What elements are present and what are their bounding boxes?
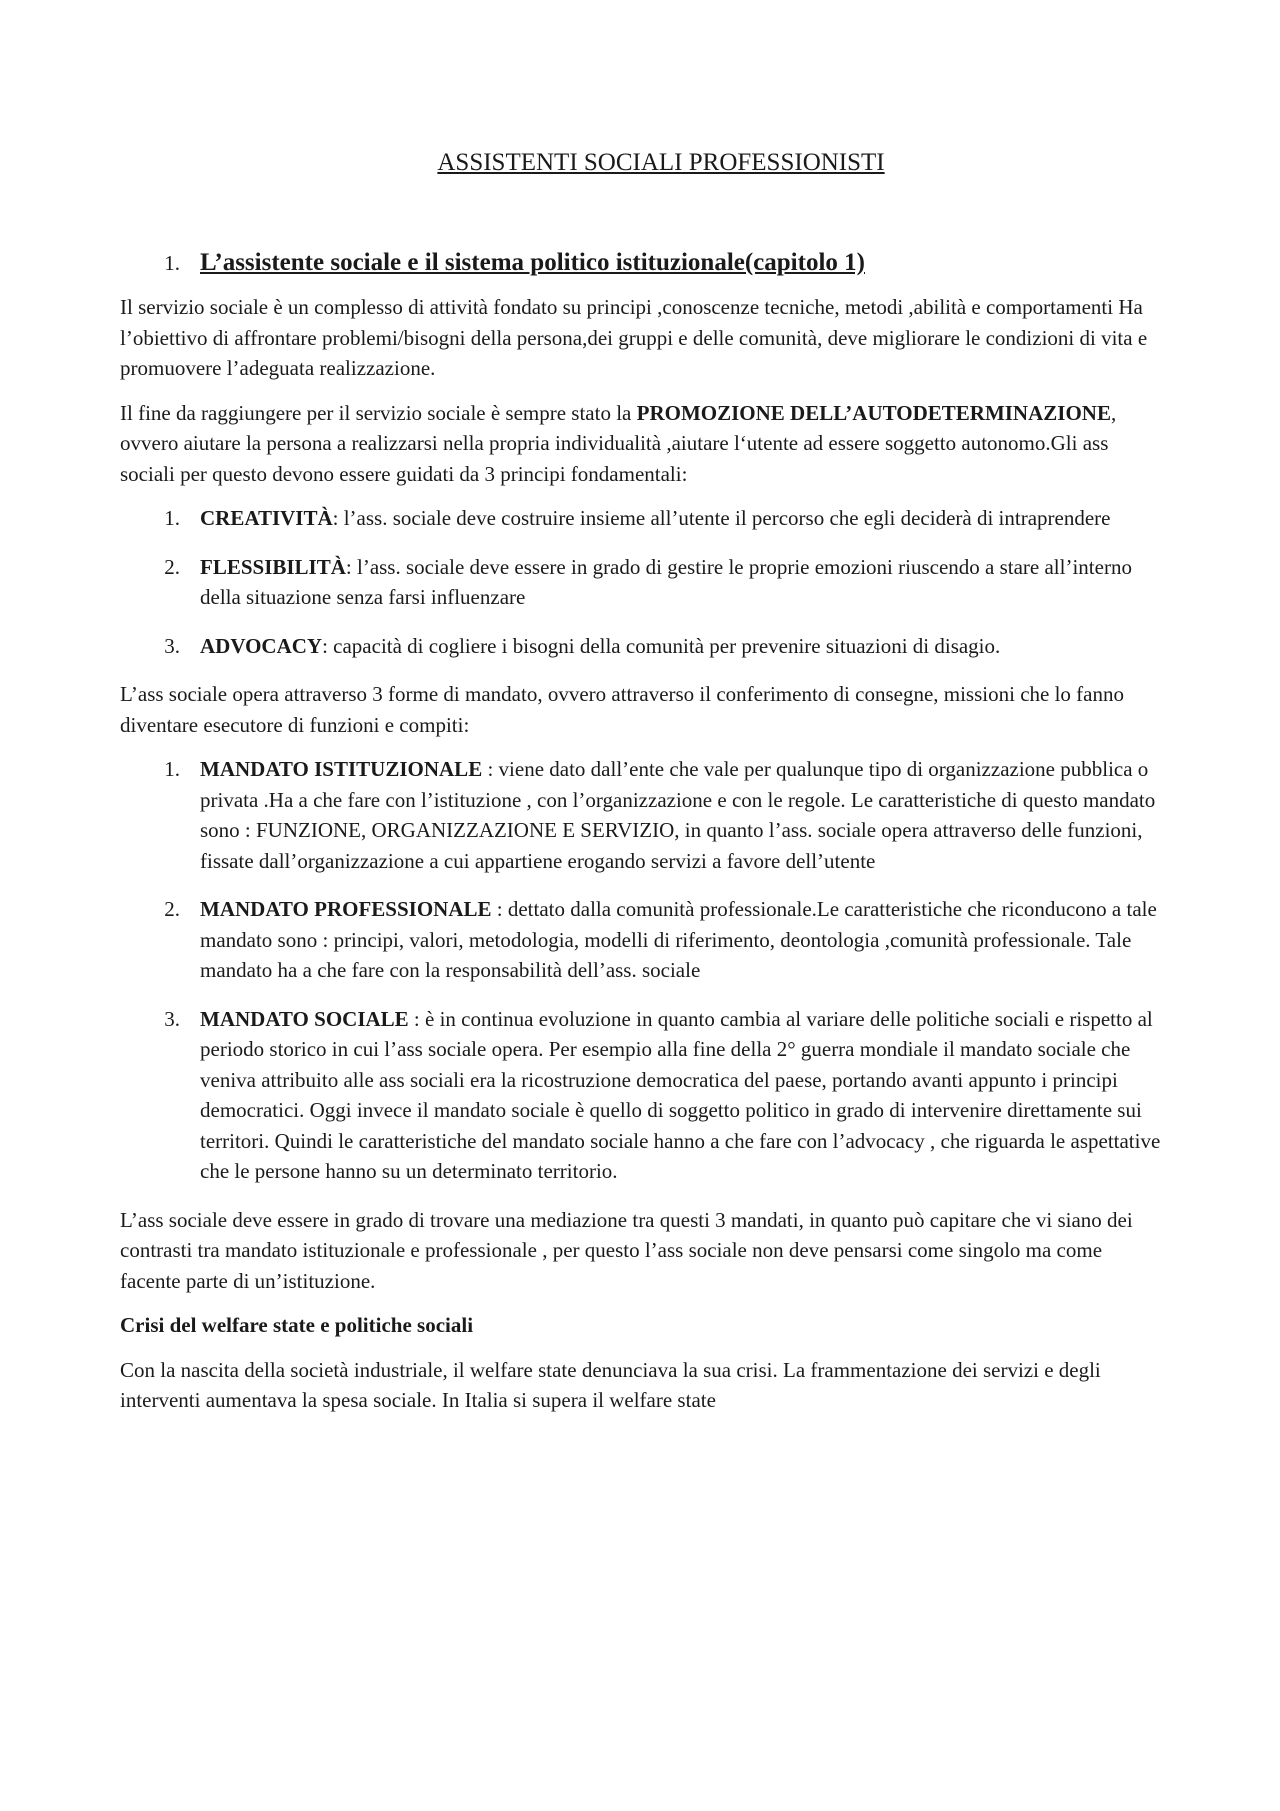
list-item-body	[200, 631, 1162, 662]
list-text: : è in continua evoluzione in quanto cambia al variare delle politiche sociali e rispetto al periodo storico in cui l’ass sociale opera. Per esempio alla fine della 2° guerra mondiale il mandato sociale che veniva attribuito alle ass sociali era la ricostruzione democratica del paese, portando avanti appunto i principi democratici. Oggi invece il mandato sociale è quello di soggetto politico in grado di intervenire direttamente sui territori. Quindi le caratteristiche del mandato sociale hanno a che fare con l’advocacy , che riguarda le aspettative che le persone hanno su un determinato territorio.	[200, 1006, 1161, 1183]
list-number: 3.	[164, 1006, 180, 1031]
section-heading	[120, 246, 1162, 280]
list-item	[120, 552, 1162, 613]
list-term: MANDATO ISTITUZIONALE	[200, 757, 483, 781]
list-text: : l’ass. sociale deve costruire insieme all’utente il percorso che egli deciderà di intraprendere	[332, 506, 1111, 530]
paragraph-aim-bold: PROMOZIONE DELL’AUTODETERMINAZIONE	[636, 400, 1111, 425]
list-text: : l’ass. sociale deve essere in grado di gestire le proprie emozioni riuscendo a stare all’interno della situazione senza farsi influenzare	[200, 554, 1132, 609]
list-term: MANDATO SOCIALE	[200, 1006, 409, 1031]
list-term: MANDATO PROFESSIONALE	[200, 897, 492, 921]
list-number: 2.	[164, 897, 180, 921]
list-item	[120, 1004, 1162, 1187]
paragraph-mediation: L’ass sociale deve essere in grado di trovare una mediazione tra questi 3 mandati, in quanto può capitare che vi siano dei contrasti tra mandato istituzionale e professionale , per questo l’ass sociale non deve pensarsi come singolo ma come facente parte di un’istituzione.	[120, 1207, 1133, 1293]
paragraph-intro: Il servizio sociale è un complesso di attività fondato su principi ,conoscenze tecniche, metodi ,abilità e comportamenti Ha l’obiettivo di affrontare problemi/bisogni della persona,dei gruppi e delle comunità, deve migliorare le condizioni di vita e promuovere l’adeguata realizzazione.	[120, 295, 1148, 380]
list-item	[120, 894, 1162, 986]
list-term: ADVOCACY	[200, 633, 323, 658]
list-item	[120, 754, 1162, 876]
list-number: 2.	[164, 554, 180, 579]
list-item-body	[200, 894, 1162, 986]
mandates-list	[120, 754, 1162, 1187]
list-term: FLESSIBILITÀ	[200, 554, 346, 579]
list-term: CREATIVITÀ	[200, 506, 333, 530]
list-item	[120, 503, 1162, 534]
page-title: ASSISTENTI SOCIALI PROFESSIONISTI	[437, 149, 885, 176]
section-number: 1.	[164, 251, 180, 275]
subsection-heading: Crisi del welfare state e politiche sociali	[120, 1313, 474, 1337]
paragraph-aim	[120, 398, 1162, 490]
list-number: 3.	[164, 633, 180, 658]
paragraph-mandates-intro: L’ass sociale opera attraverso 3 forme di mandato, ovvero attraverso il conferimento di consegne, missioni che lo fanno diventare esecutore di funzioni e compiti:	[120, 682, 1124, 737]
document-body	[120, 146, 1162, 1430]
paragraph-aim-start: Il fine da raggiungere per il servizio sociale è sempre stato la	[120, 400, 637, 425]
list-text: : capacità di cogliere i bisogni della comunità per prevenire situazioni di disagio.	[322, 633, 1001, 658]
paragraph-welfare: Con la nascita della società industriale, il welfare state denunciava la sua crisi. La frammentazione dei servizi e degli interventi aumentava la spesa sociale. In Italia si supera il welfare state	[120, 1357, 1101, 1412]
list-item-body	[200, 754, 1162, 876]
list-item-body	[200, 552, 1162, 613]
list-number: 1.	[164, 506, 180, 530]
paragraph-aim-end: , ovvero aiutare la persona a realizzarsi nella propria individualità ,aiutare l‘utente ad essere soggetto autonomo.Gli ass sociali per questo devono essere guidati da 3 principi fondamentali:	[120, 400, 1117, 486]
list-number: 1.	[164, 757, 180, 781]
list-text: : dettato dalla comunità professionale.Le caratteristiche che riconducono a tale mandato sono : principi, valori, metodologia, modelli di riferimento, deontologia ,comunità professionale. Tale mandato ha a che fare con la responsabilità dell’ass. sociale	[200, 897, 1157, 982]
list-item-body	[200, 503, 1162, 534]
principles-list	[120, 503, 1162, 661]
list-item	[120, 631, 1162, 662]
list-item-body	[200, 1004, 1162, 1187]
section-title: L’assistente sociale e il sistema politico istituzionale(capitolo 1)	[200, 249, 865, 276]
list-text: : viene dato dall’ente che vale per qualunque tipo di organizzazione pubblica o privata .Ha a che fare con l’istituzione , con l’organizzazione e con le regole. Le caratteristiche di questo mandato sono : FUNZIONE, ORGANIZZAZIONE E SERVIZIO, in quanto l’ass. sociale opera attraverso delle funzioni, fissate dall’organizzazione a cui appartiene erogando servizi a favore dell’utente	[200, 757, 1156, 873]
